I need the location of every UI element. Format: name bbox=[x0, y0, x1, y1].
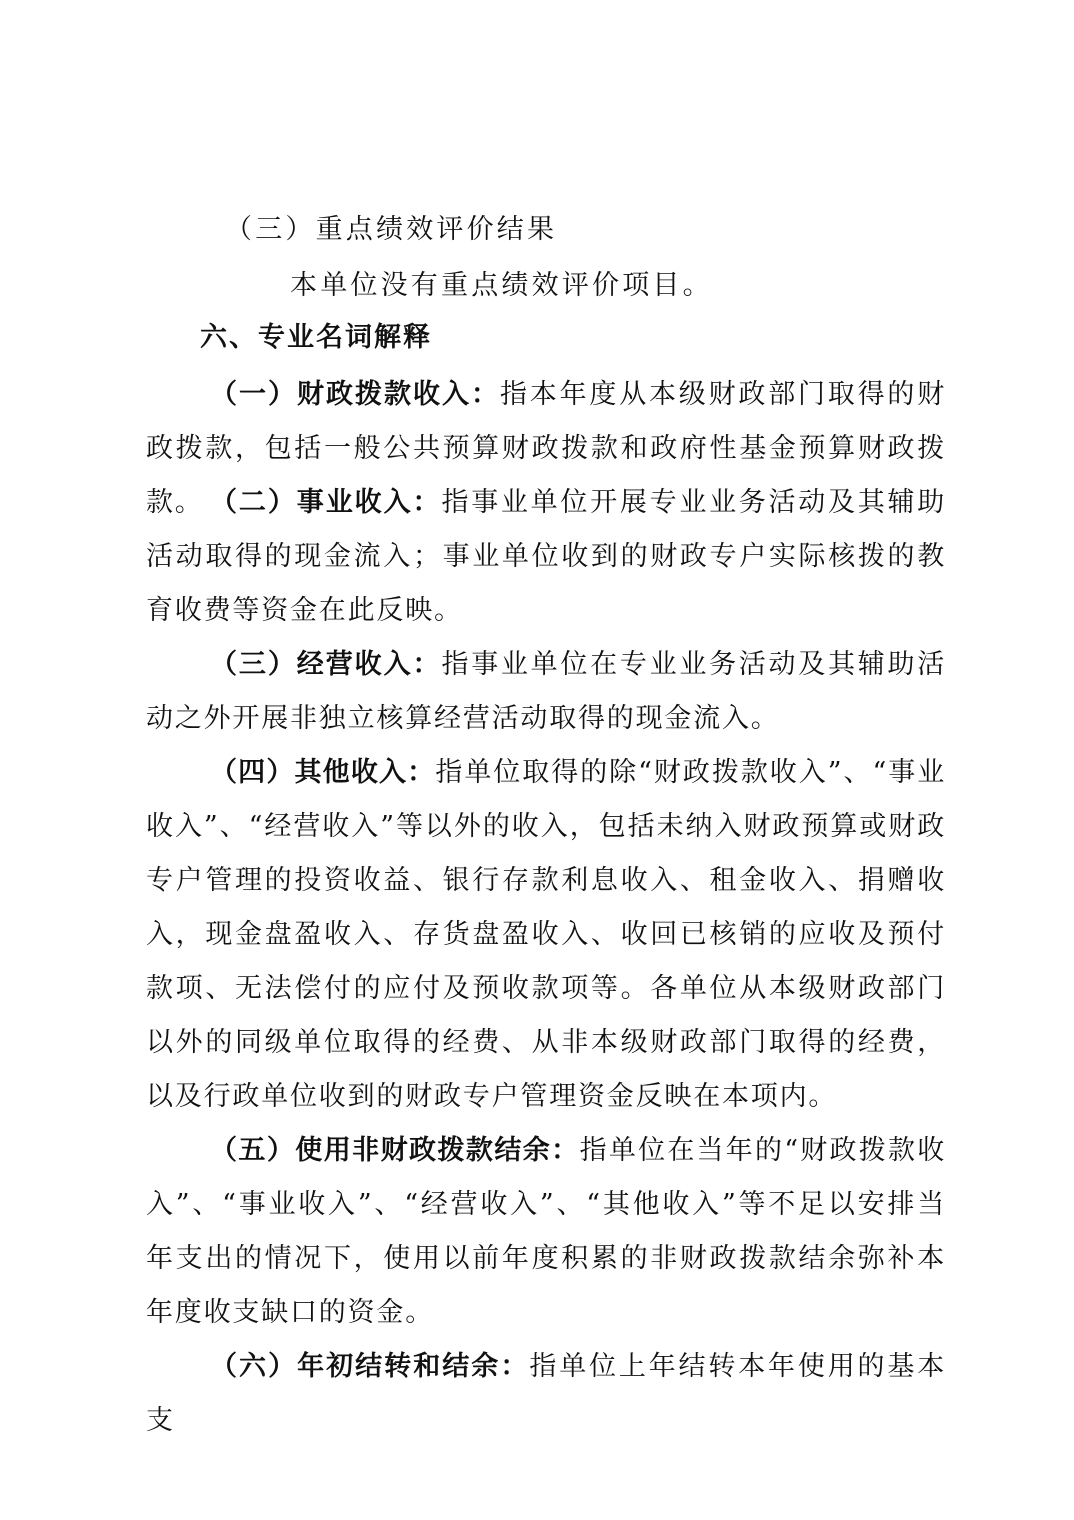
definition-paragraph bbox=[146, 1124, 946, 1340]
subheading: （三）重点绩效评价结果 bbox=[225, 214, 558, 245]
definition-text: 指事业单位在专业业务活动及其辅助活动之外开展非独立核算经营活动取得的现金流入。 bbox=[146, 649, 946, 734]
definition-term: （三）经营收入： bbox=[210, 649, 442, 680]
definition-text: 指单位取得的除“财政拨款收入”、“事业收入”、“经营收入”等以外的收入，包括未纳入财政预算或财政专户管理的投资收益、银行存款利息收入、租金收入、捐赠收入，现金盘盈收入、存货盘盈收入、收回已核销的应收及预付款项、无法偿付的应付及预收款项等。各单位从本级财政部门以外的同级单位取得的经费、从非本级财政部门取得的经费，以及行政单位收到的财政专户管理资金反映在本项内。 bbox=[146, 757, 947, 1112]
definition-paragraph bbox=[146, 746, 946, 1124]
section-heading: 六、专业名词解释 bbox=[200, 322, 432, 353]
definition-paragraph bbox=[146, 476, 946, 638]
definition-term: （四）其他收入： bbox=[210, 757, 436, 788]
definition-text: 指本年度从本级财政部门取得的财政拨款，包括一般公共预算财政拨款和政府性基金预算财政拨款。 bbox=[146, 379, 946, 518]
definition-text: 指单位在当年的“财政拨款收入”、“事业收入”、“经营收入”、“其他收入”等不足以安排当年支出的情况下，使用以前年度积累的非财政拨款结余弥补本年度收支缺口的资金。 bbox=[146, 1135, 947, 1328]
definition-text: 指事业单位开展专业业务活动及其辅助活动取得的现金流入；事业单位收到的财政专户实际核拨的教育收费等资金在此反映。 bbox=[146, 487, 946, 626]
definition-paragraph bbox=[146, 638, 946, 746]
definition-paragraph bbox=[146, 1340, 946, 1448]
note-text: 本单位没有重点绩效评价项目。 bbox=[290, 270, 713, 301]
definition-text: 指单位上年结转本年使用的基本支 bbox=[146, 1351, 947, 1436]
definition-term: （二）事业收入： bbox=[210, 487, 442, 518]
definition-term: （六）年初结转和结余： bbox=[210, 1351, 530, 1382]
definition-term: （一）财政拨款收入： bbox=[210, 379, 500, 410]
definition-term: （五）使用非财政拨款结余： bbox=[210, 1135, 580, 1166]
